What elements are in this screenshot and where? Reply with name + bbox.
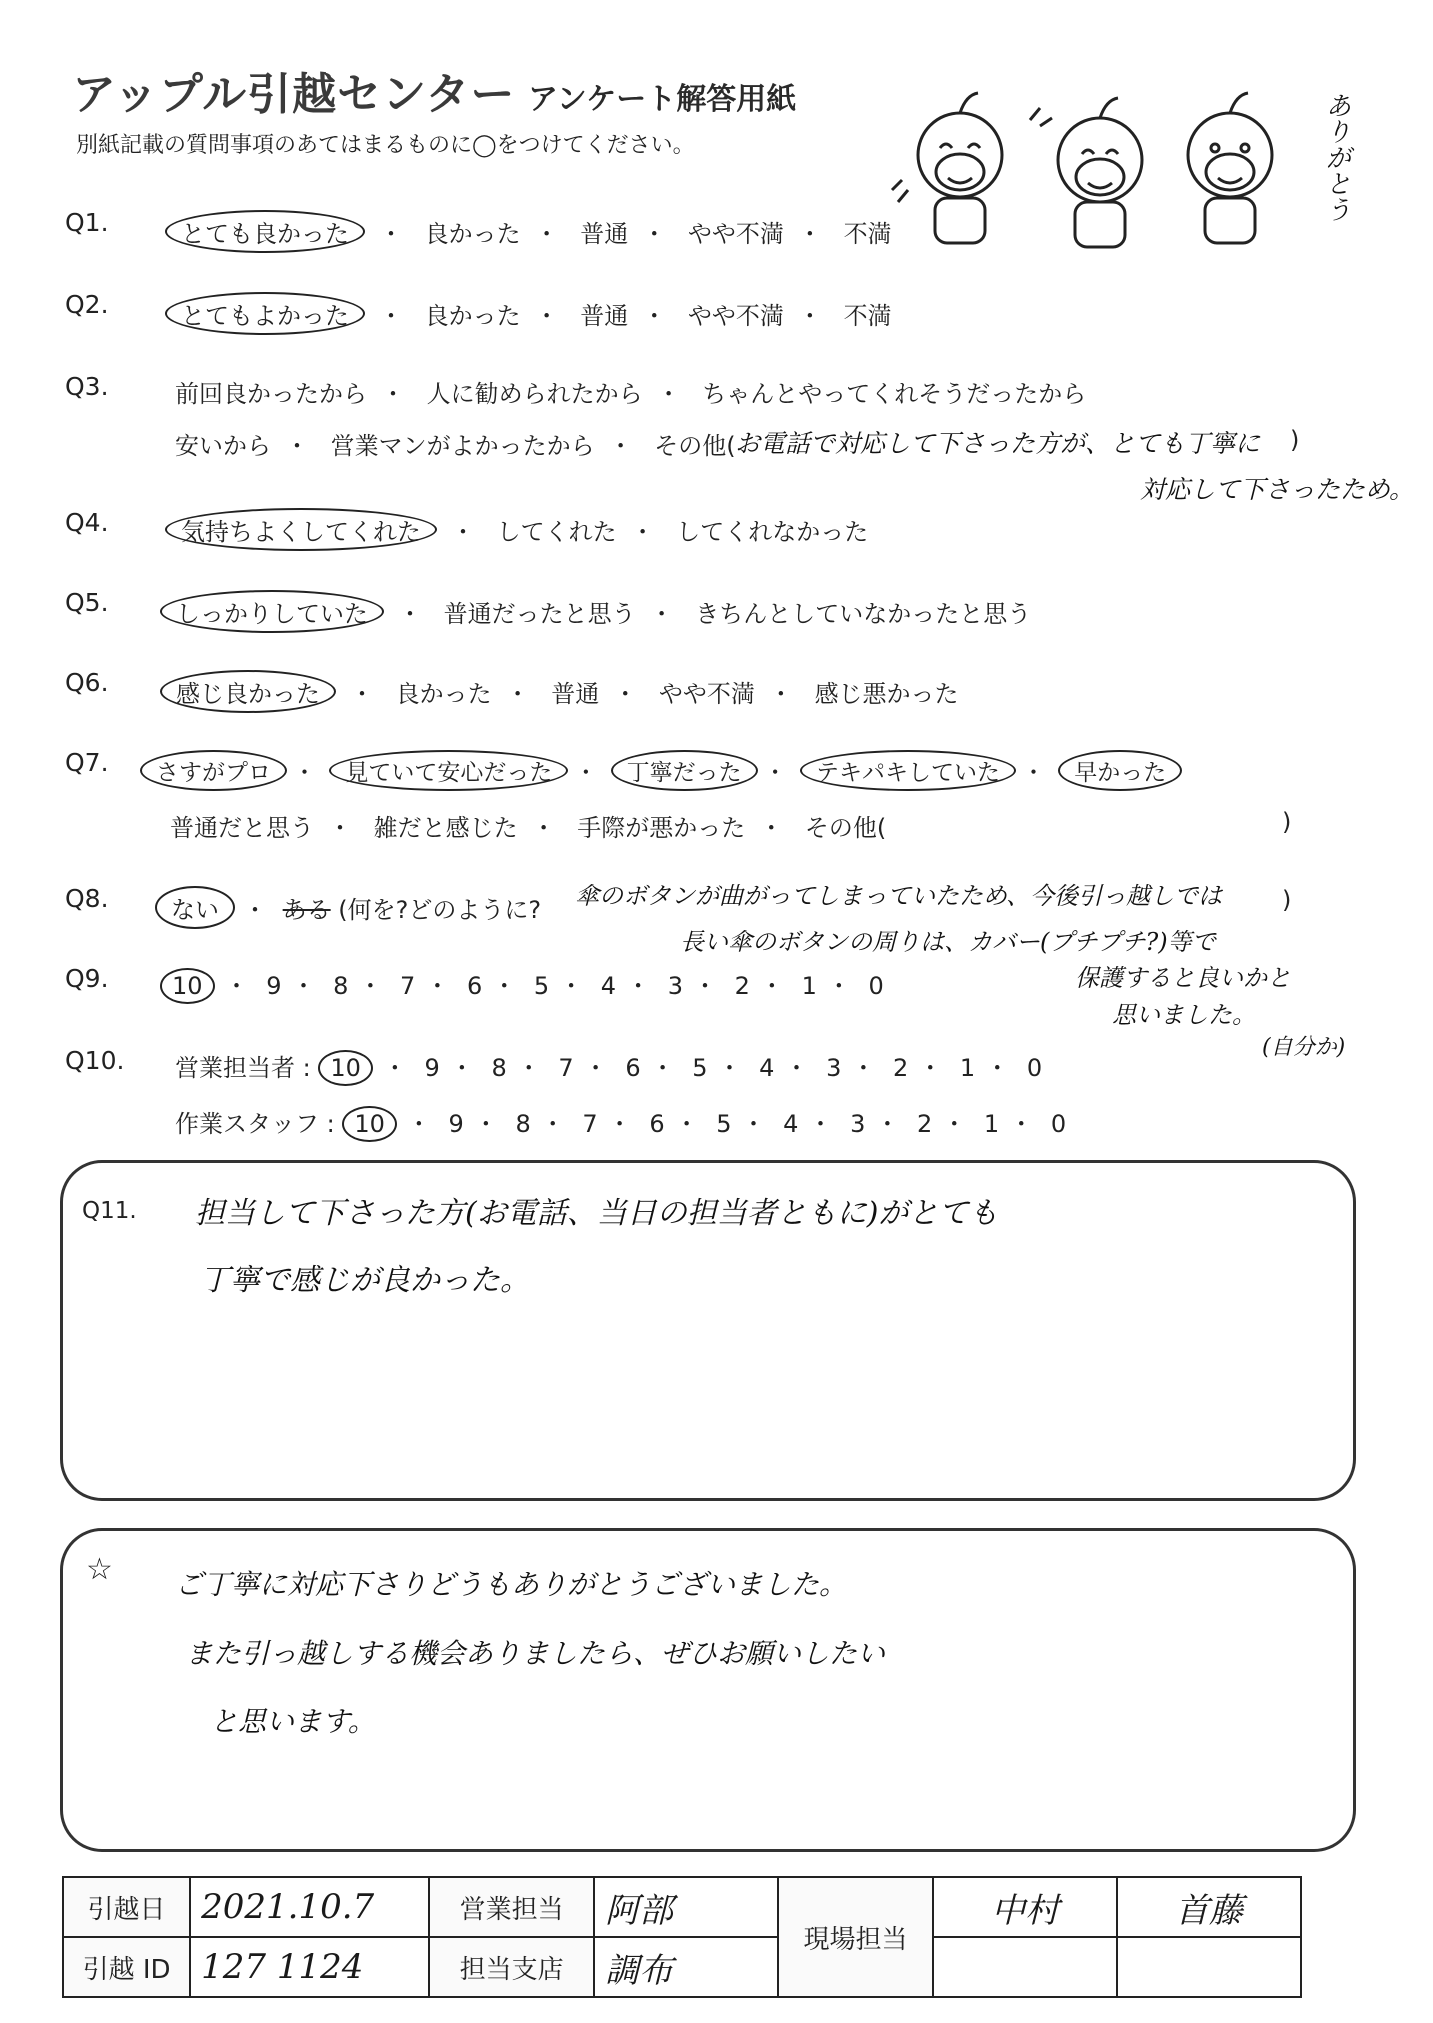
q1-option-3[interactable]: 普通 — [580, 220, 629, 248]
q4-label: Q4. — [65, 508, 109, 537]
q10-label: Q10. — [65, 1046, 125, 1075]
q11-handwritten-2: 丁寧で感じが良かった。 — [200, 1263, 530, 1298]
q5-options: しっかりしていた ・ 普通だったと思う ・ きちんとしていなかったと思う — [160, 590, 1031, 633]
q1-option-2[interactable]: 良かった — [424, 220, 521, 248]
q3-option-2[interactable]: 人に勧められたから — [426, 380, 643, 408]
q10-sales-score-2[interactable]: 2 — [893, 1054, 909, 1082]
q6-option-4[interactable]: やや不満 — [658, 680, 755, 708]
q10-sales-score-1[interactable]: 1 — [959, 1054, 976, 1082]
q7-option-5-selected[interactable]: 早かった — [1058, 750, 1182, 791]
q10-staff-row: 作業スタッフ : 10 ・ 9 ・ 8 ・ 7 ・ 6 ・ 5 ・ 4 ・ 3 ・ 2 ・ 1 ・ 0 — [175, 1104, 1066, 1142]
q10-staff-score-3[interactable]: 3 — [850, 1110, 866, 1138]
q6-label: Q6. — [65, 668, 109, 697]
q7-option-3-selected[interactable]: 丁寧だった — [611, 750, 758, 791]
q10-staff-score-4[interactable]: 4 — [783, 1110, 799, 1138]
branch-label: 担当支店 — [429, 1937, 594, 1997]
q4-option-2[interactable]: してくれた — [496, 518, 617, 546]
q10-sales-score-5[interactable]: 5 — [692, 1054, 708, 1082]
q7-option-other[interactable]: その他( — [804, 814, 887, 842]
q2-option-4[interactable]: やや不満 — [687, 302, 784, 330]
q10-sales-label: 営業担当者 : — [175, 1054, 311, 1082]
q5-label: Q5. — [65, 588, 109, 617]
q7-option-7[interactable]: 雑だと感じた — [373, 814, 518, 842]
q2-option-1-selected[interactable]: とてもよかった — [165, 292, 365, 335]
q9-score-6[interactable]: 6 — [466, 972, 483, 1000]
q9-score-7[interactable]: 7 — [400, 972, 416, 1000]
comment-handwritten-2: また引っ越しする機会ありましたら、ぜひお願いしたい — [185, 1637, 886, 1670]
q5-option-2[interactable]: 普通だったと思う — [443, 600, 636, 628]
q8-prompt: (何を?どのように? — [338, 896, 542, 924]
footer-info-table — [62, 1876, 1302, 1998]
q10-staff-score-5[interactable]: 5 — [716, 1110, 732, 1138]
q8-handwritten-1: 傘のボタンが曲がってしまっていたため、今後引っ越しでは — [575, 882, 1223, 910]
comment-handwritten-3: と思います。 — [210, 1705, 376, 1738]
q7-option-2-selected[interactable]: 見ていて安心だった — [329, 750, 568, 791]
q3-handwritten-other-1: お電話で対応して下さった方が、とても丁寧に — [735, 429, 1261, 458]
q3-option-4[interactable]: 安いから — [175, 432, 271, 460]
q3-handwritten-other-2: 対応して下さったため。 — [1140, 475, 1415, 504]
site-rep-label: 現場担当 — [778, 1877, 933, 1997]
q3-options-line2: 安いから ・ 営業マンがよかったから ・ その他( — [175, 432, 736, 460]
q10-sales-score-10-selected[interactable]: 10 — [318, 1050, 373, 1086]
q4-option-3[interactable]: してくれなかった — [676, 518, 869, 546]
q7-close-paren: ) — [1282, 808, 1292, 836]
q9-scale: 10 ・ 9 ・ 8 ・ 7 ・ 6 ・ 5 ・ 4 ・ 3 ・ 2 ・ 1 ・ 0 — [160, 966, 884, 1004]
sales-rep-value[interactable]: 阿部 — [594, 1877, 778, 1937]
q10-sales-score-4[interactable]: 4 — [759, 1054, 775, 1082]
q10-staff-score-6[interactable]: 6 — [649, 1110, 665, 1138]
q10-sales-score-3[interactable]: 3 — [826, 1054, 842, 1082]
q6-options: 感じ良かった ・ 良かった ・ 普通 ・ やや不満 ・ 感じ悪かった — [160, 670, 959, 713]
site-rep-empty-2[interactable] — [1117, 1937, 1301, 1997]
q8-options: ない ・ ある (何を?どのように? — [155, 886, 541, 929]
q1-option-1-selected[interactable]: とても良かった — [165, 210, 365, 253]
q10-staff-score-8[interactable]: 8 — [515, 1110, 531, 1138]
q4-option-1-selected[interactable]: 気持ちよくしてくれた — [165, 508, 437, 551]
q3-options-line1: 前回良かったから ・ 人に勧められたから ・ ちゃんとやってくれそうだったから — [175, 380, 1087, 408]
q10-staff-score-1[interactable]: 1 — [983, 1110, 1000, 1138]
q10-staff-score-9[interactable]: 9 — [448, 1110, 464, 1138]
q7-option-4-selected[interactable]: テキパキしていた — [800, 750, 1016, 791]
q9-score-10-selected[interactable]: 10 — [160, 968, 215, 1004]
q1-options: とても良かった ・ 良かった ・ 普通 ・ やや不満 ・ 不満 — [165, 210, 892, 253]
q10-sales-score-8[interactable]: 8 — [491, 1054, 507, 1082]
q9-score-2[interactable]: 2 — [734, 972, 750, 1000]
q9-score-9[interactable]: 9 — [266, 972, 282, 1000]
mascot-thanks-text: ありがとう — [1321, 92, 1351, 222]
q5-option-3[interactable]: きちんとしていなかったと思う — [695, 600, 1032, 628]
q2-option-2[interactable]: 良かった — [424, 302, 521, 330]
instruction-text: 別紙記載の質問事項のあてはまるものに◯をつけてください。 — [76, 133, 695, 158]
q3-option-3[interactable]: ちゃんとやってくれそうだったから — [702, 380, 1087, 408]
comment-handwritten-1: ご丁寧に対応下さりどうもありがとうございました。 — [175, 1568, 848, 1601]
site-rep-empty-1[interactable] — [933, 1937, 1117, 1997]
brand-title: アップル引越センター — [72, 69, 516, 120]
q7-options-line2: 普通だと思う ・ 雑だと感じた ・ 手際が悪かった ・ その他( — [170, 814, 887, 842]
q9-score-4[interactable]: 4 — [600, 972, 617, 1000]
mascot-monkeys-illustration — [890, 80, 1310, 255]
q3-option-5[interactable]: 営業マンがよかったから — [330, 432, 595, 460]
q8-handwritten-5: (自分か) — [1262, 1035, 1346, 1060]
branch-value[interactable]: 調布 — [594, 1937, 778, 1997]
q11-label: Q11. — [82, 1198, 137, 1224]
q7-option-6[interactable]: 普通だと思う — [170, 814, 314, 842]
q8-option-2-struck[interactable]: ある — [282, 896, 331, 924]
q7-label: Q7. — [65, 748, 109, 777]
q7-option-1-selected[interactable]: さすがプロ — [140, 750, 287, 791]
move-date-label: 引越日 — [63, 1877, 190, 1937]
q3-label: Q3. — [65, 372, 109, 401]
sales-rep-label: 営業担当 — [429, 1877, 594, 1937]
q1-option-5[interactable]: 不満 — [843, 220, 892, 248]
move-id-label: 引越 ID — [63, 1937, 190, 1997]
q8-label: Q8. — [65, 884, 109, 913]
q6-option-2[interactable]: 良かった — [395, 680, 492, 708]
form-subtitle: アンケート解答用紙 — [528, 82, 797, 117]
q8-handwritten-2: 長い傘のボタンの周りは、カバー(プチプチ?)等で — [680, 928, 1216, 956]
q9-score-5[interactable]: 5 — [533, 972, 550, 1000]
q5-option-1-selected[interactable]: しっかりしていた — [160, 590, 384, 633]
star-icon: ☆ — [86, 1552, 113, 1587]
site-rep-value-1[interactable]: 中村 — [933, 1877, 1117, 1937]
q1-option-4[interactable]: やや不満 — [687, 220, 784, 248]
q6-option-3[interactable]: 普通 — [551, 680, 600, 708]
q2-options: とてもよかった ・ 良かった ・ 普通 ・ やや不満 ・ 不満 — [165, 292, 892, 335]
q8-close-paren: ) — [1282, 886, 1292, 914]
q1-label: Q1. — [65, 208, 109, 237]
q3-option-other[interactable]: その他( — [654, 432, 736, 460]
q10-sales-score-9[interactable]: 9 — [424, 1054, 440, 1082]
q6-option-1-selected[interactable]: 感じ良かった — [160, 670, 336, 713]
q2-label: Q2. — [65, 290, 109, 319]
q2-option-3[interactable]: 普通 — [580, 302, 629, 330]
q11-handwritten-1: 担当して下さった方(お電話、当日の担当者ともに)がとても — [195, 1196, 999, 1231]
move-date-value[interactable]: 2021.10.7 — [190, 1877, 429, 1937]
q9-score-8[interactable]: 8 — [333, 972, 349, 1000]
q10-sales-score-6[interactable]: 6 — [625, 1054, 641, 1082]
move-id-value[interactable]: 127 1124 — [190, 1937, 429, 1997]
q9-score-3[interactable]: 3 — [667, 972, 683, 1000]
q10-staff-label: 作業スタッフ : — [175, 1110, 335, 1138]
q10-staff-score-7[interactable]: 7 — [582, 1110, 598, 1138]
q9-score-0[interactable]: 0 — [868, 972, 884, 1000]
q4-options: 気持ちよくしてくれた ・ してくれた ・ してくれなかった — [165, 508, 868, 551]
q7-options-line1: さすがプロ ・ 見ていて安心だった ・ 丁寧だった ・ テキパキしていた ・ 早かった — [140, 750, 1182, 791]
q9-score-1[interactable]: 1 — [801, 972, 817, 1000]
q10-sales-score-7[interactable]: 7 — [558, 1054, 574, 1082]
q10-staff-score-2[interactable]: 2 — [917, 1110, 933, 1138]
q9-label: Q9. — [65, 964, 109, 993]
q10-sales-row: 営業担当者 : 10 ・ 9 ・ 8 ・ 7 ・ 6 ・ 5 ・ 4 ・ 3 ・ 2 ・ 1 ・ 0 — [175, 1048, 1042, 1086]
site-rep-value-2[interactable]: 首藤 — [1117, 1877, 1301, 1937]
q10-staff-score-0[interactable]: 0 — [1050, 1110, 1067, 1138]
q10-sales-score-0[interactable]: 0 — [1026, 1054, 1043, 1082]
q10-staff-score-10-selected[interactable]: 10 — [342, 1106, 397, 1142]
q3-close-paren: ) — [1290, 426, 1300, 454]
q8-handwritten-4: 思いました。 — [1112, 1001, 1256, 1029]
q7-option-8[interactable]: 手際が悪かった — [577, 814, 746, 842]
q8-option-1-selected[interactable]: ない — [155, 886, 235, 929]
q3-option-1[interactable]: 前回良かったから — [175, 380, 367, 408]
q8-handwritten-3: 保護すると良いかと — [1075, 964, 1291, 992]
q2-option-5[interactable]: 不満 — [843, 302, 892, 330]
q6-option-5[interactable]: 感じ悪かった — [814, 680, 959, 708]
